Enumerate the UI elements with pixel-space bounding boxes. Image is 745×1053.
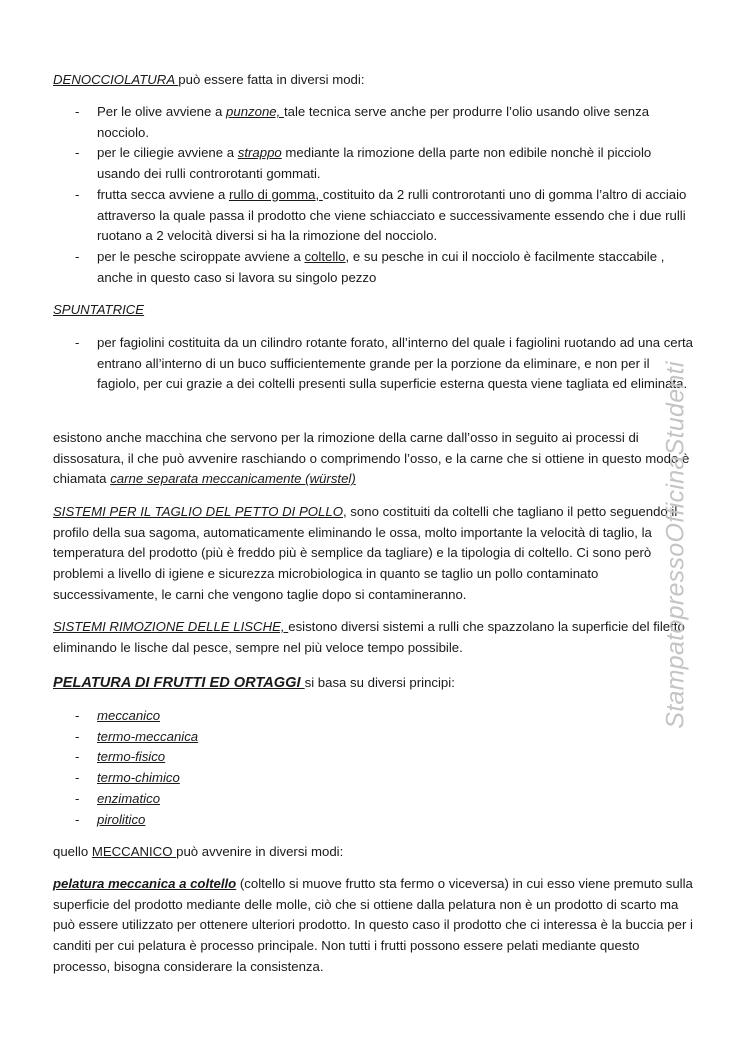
list-dash: - [75, 708, 80, 723]
item-term: meccanico [97, 708, 161, 723]
item-post: , e su pesche in cui il nocciolo è facilmente staccabile , anche in questo caso si lavora su singolo pezzo [97, 248, 665, 285]
item-term: termo-chimico [97, 770, 180, 786]
list-item [53, 768, 693, 789]
pelatura-intro: si basa su diversi principi: [304, 675, 455, 690]
item-pre: per le ciliegie avviene a [97, 145, 238, 161]
pelatura-heading [53, 673, 693, 694]
carne-term: carne separata meccanicamente (würstel) [110, 471, 356, 487]
spuntatrice-title: SPUNTATRICE [53, 302, 145, 317]
item-term: termo-fisico [97, 749, 166, 765]
denocciolatura-heading [53, 70, 693, 91]
list-item [53, 185, 693, 247]
item-term: enzimatico [97, 790, 161, 806]
spuntatrice-list [53, 333, 693, 395]
item-term: coltello [304, 248, 346, 264]
item-term: strappo [237, 145, 282, 161]
pollo-title: SISTEMI PER IL TAGLIO DEL PETTO DI POLLO [53, 504, 343, 519]
list-dash: - [75, 335, 80, 350]
lische-title: SISTEMI RIMOZIONE DELLE LISCHE, [53, 619, 289, 634]
list-item [53, 706, 693, 727]
list-dash: - [75, 790, 80, 806]
pelatura-list [53, 706, 693, 830]
list-item [53, 810, 693, 831]
denocciolatura-title: DENOCCIOLATURA [53, 72, 179, 87]
list-item [53, 333, 693, 395]
item-text: per fagiolini costituita da un cilindro rotante forato, all’interno del quale i fagiolini ruotando ad una certa entrano all’interno di un buco sufficientemente grande per la porzione da eliminare, e non per il fagiolo, per cui grazie a dei coltelli presenti sulla superficie esterna questa viene tagliata ed eliminata. [97, 335, 694, 392]
list-item [53, 747, 693, 768]
coltello-text: (coltello si muove frutto sta fermo o viceversa) in cui esso viene premuto sulla superficie del prodotto mediante delle molle, ciò che si ottiene dalla pelatura non è un prodotto di scarto ma può essere utilizzato per ottenere ulteriori prodotto. In questo caso il prodotto che ci interessa è la buccia per i canditi per cui pelatura è processo principale. Non tutti i frutti possono essere pelati mediante questo processo, bisogna considerare la consistenza. [53, 876, 693, 974]
item-pre: per le pesche sciroppate avviene a [97, 248, 305, 264]
list-dash: - [75, 811, 80, 827]
item-post: tale tecnica serve anche per produrre l’olio usando olive senza nocciolo. [97, 104, 650, 140]
item-term: punzone, [226, 104, 284, 119]
item-term: termo-meccanica [97, 728, 199, 744]
item-pre: frutta secca avviene a [97, 186, 229, 202]
list-dash: - [75, 145, 80, 161]
item-term: pirolitico [97, 811, 146, 827]
denocciolatura-list [53, 102, 693, 288]
coltello-paragraph [53, 874, 693, 978]
item-pre: Per le olive avviene a [97, 104, 227, 119]
denocciolatura-intro: può essere fatta in diversi modi: [178, 72, 365, 87]
list-dash: - [75, 186, 80, 202]
meccanico-term: MECCANICO [91, 844, 177, 859]
list-dash: - [75, 749, 80, 765]
item-post: costituito da 2 rulli controrotanti uno di gomma l’altro di acciaio attraverso la quale passa il prodotto che viene schiacciato e successivamente essendo che i due rulli ruotano a 2 velocità diversi si ha la rimozione del nocciolo. [97, 186, 687, 244]
list-dash: - [75, 248, 80, 264]
coltello-title: pelatura meccanica a coltello [53, 876, 237, 891]
lische-paragraph [53, 617, 693, 658]
meccanico-post: può avvenire in diversi modi: [176, 844, 344, 859]
meccanico-pre: quello [53, 844, 92, 859]
lische-text: esistono diversi sistemi a rulli che spazzolano la superficie del filetto eliminando le lische dal pesce, sempre nel più veloce tempo possibile. [53, 619, 685, 655]
item-term: rullo di gomma, [228, 186, 323, 202]
watermark-text: StampatopressoOfficinaStudenti [661, 361, 690, 729]
list-item [53, 789, 693, 810]
list-item [53, 247, 693, 288]
carne-text: esistono anche macchina che servono per la rimozione della carne dall’osso in seguito ai processi di dissosatura, il che può avvenire raschiando o comprimendo l’osso, e la carne che si ottiene in questo modo è chiamata [53, 430, 690, 487]
item-post: mediante la rimozione della parte non edibile nonchè il picciolo usando dei rulli controrotanti gommati. [97, 145, 652, 182]
carne-paragraph [53, 428, 693, 490]
list-dash: - [75, 770, 80, 786]
list-item [53, 102, 693, 143]
meccanico-paragraph [53, 842, 693, 863]
list-dash: - [75, 728, 80, 744]
pollo-paragraph [53, 502, 693, 606]
list-dash: - [75, 104, 80, 119]
pollo-text: , sono costituiti da coltelli che tagliano il petto seguendo il profilo della sua sagoma, automaticamente eliminando le ossa, molto importante la velocità di taglio, la temperatura del prodotto (più è freddo più è semplice da tagliare) e la tipologia di coltello. Ci sono però problemi a livello di igiene e sicurezza microbiologica in quanto se taglio un pollo contaminato successivamente, le carni che vengono taglie dopo si contamineranno. [53, 504, 678, 602]
pelatura-title: PELATURA DI FRUTTI ED ORTAGGI [53, 675, 305, 691]
list-item [53, 143, 693, 184]
spuntatrice-heading [53, 300, 693, 321]
list-item [53, 727, 693, 748]
